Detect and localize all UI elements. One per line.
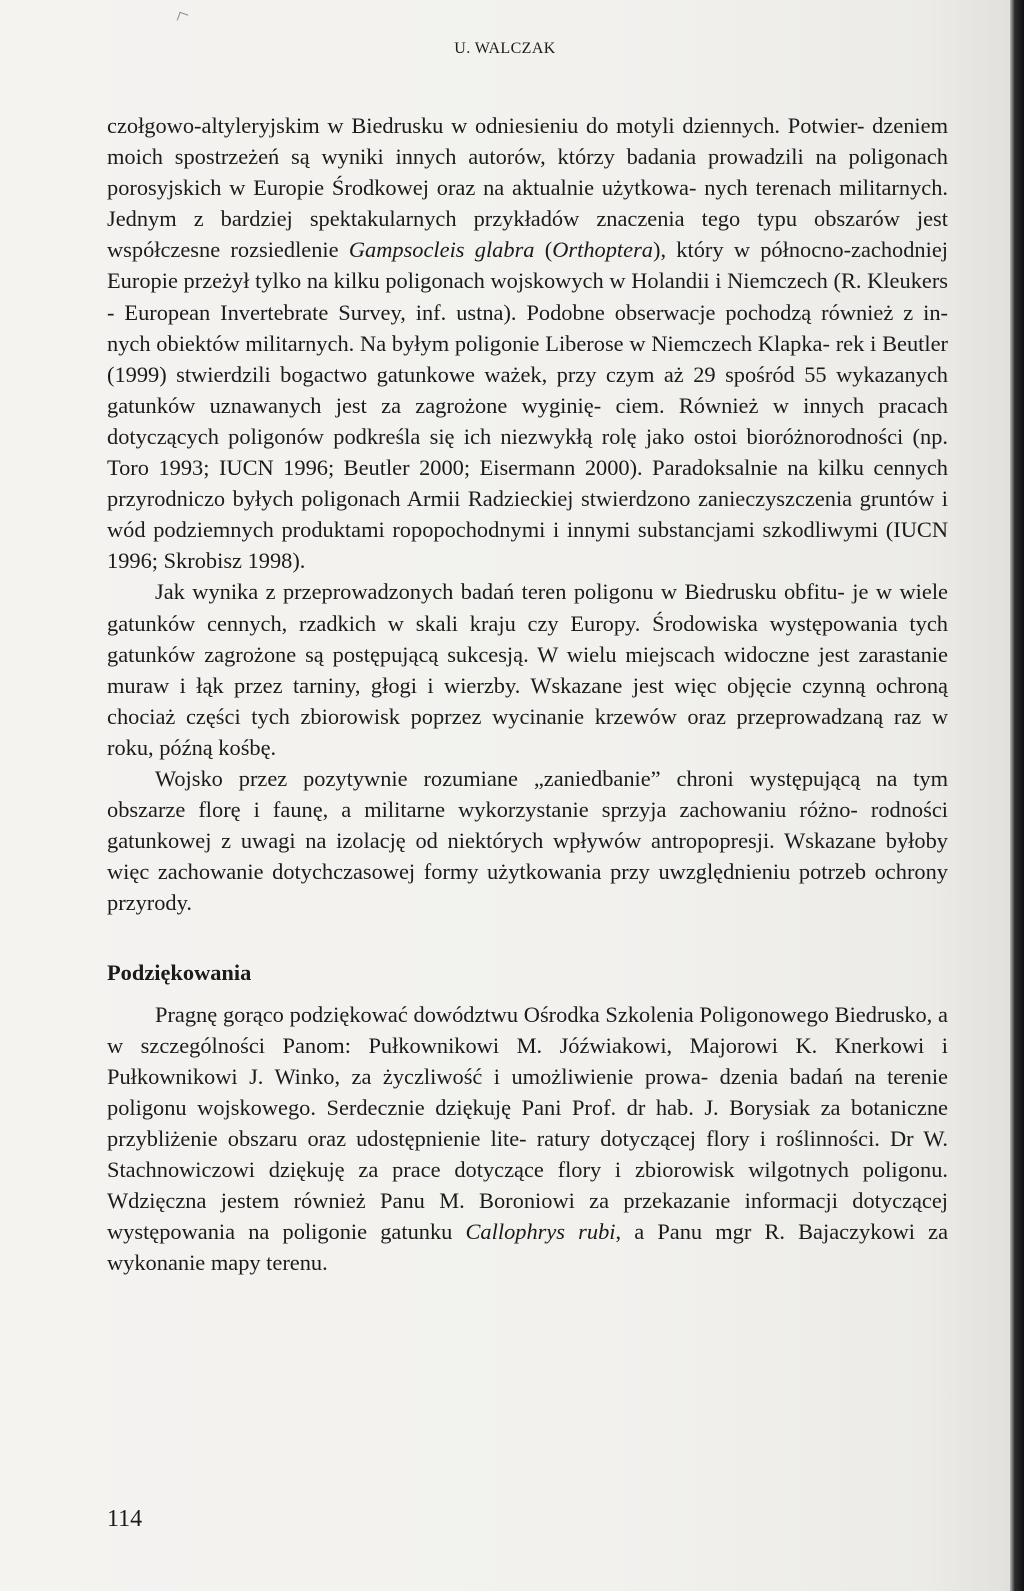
running-head: U. WALCZAK xyxy=(454,40,556,57)
book-spine-shadow xyxy=(1010,0,1024,1591)
scan-mark xyxy=(177,12,189,24)
paragraph: Jak wynika z przeprowadzonych badań teren poligonu w Biedrusku obfitu- je w wiele gatunków cennych, rzadkich w skali kraju czy Europy. Środowiska występowania tych gatunków zagrożone są postępującą sukcesją. W wielu miejscach widoczne jest zarastanie muraw i łąk przez tarniny, głogi i wierzby. Wskazane jest więc objęcie czynną ochroną chociaż części tych zbiorowisk poprzez wycinanie krzewów oraz przeprowadzaną raz w roku, późną kośbę. xyxy=(107,579,948,760)
page-number: 114 xyxy=(107,1506,143,1532)
paragraph: Wojsko przez pozytywnie rozumiane „zaniedbanie” chroni występującą na tym obszarze florę i faunę, a militarne wykorzystanie sprzyja zachowaniu różno- rodności gatunkowej z uwagi na izolację od niektórych wpływów antropopresji. Wskazane byłoby więc zachowanie dotychczasowej formy użytkowania przy uwzględnieniu potrzeb ochrony przyrody. xyxy=(107,765,948,916)
paragraph-continuation: czołgowo-altyleryjskim w Biedrusku w odniesieniu do motyli dziennych. Potwier- dzeniem moich spostrzeżeń są wyniki innych autorów, którzy badania prowadzili na poligonach porosyjskich w Europie Środkowej oraz na aktualnie użytkowa- nych terenach militarnych. Jednym z bardziej spektakularnych przykładów znaczenia tego typu obszarów jest współczesne rozsiedlenie Gampsocleis glabra (Orthoptera), który w północno-zachodniej Europie przeżył tylko na kilku poligonach wojskowych w Holandii i Niemczech (R. Kleukers - European Invertebrate Survey, inf. ustna). Podobne obserwacje pochodzą również z in- nych obiektów militarnych. Na byłym poligonie Liberose w Niemczech Klapka- rek i Beutler (1999) stwierdzili bogactwo gatunkowe ważek, przy czym aż 29 spośród 55 wykazanych gatunków uznawanych jest za zagrożone wyginię- ciem. Również w innych pracach dotyczących poligonów podkreśla się ich niezwykłą rolę jako ostoi bioróżnorodności (np. Toro 1993; IUCN 1996; Beutler 2000; Eisermann 2000). Paradoksalnie na kilku cennych przyrodniczo byłych poligonach Armii Radzieckiej stwierdzono zanieczyszczenia gruntów i wód podziemnych produktami ropopochodnymi i innymi substancjami szkodliwymi (IUCN 1996; Skrobisz 1998). xyxy=(107,113,949,574)
main-text xyxy=(107,110,948,1278)
acknowledgements-paragraph: Pragnę gorąco podziękować dowództwu Ośrodka Szkolenia Poligonowego Biedrusko, a w szczególności Panom: Pułkownikowi M. Jóźwiakowi, Majorowi K. Knerkowi i Pułkownikowi J. Winko, za życzliwość i umożliwienie prowa- dzenia badań na terenie poligonu wojskowego. Serdecznie dziękuję Pani Prof. dr hab. J. Borysiak za botaniczne przybliżenie obszaru oraz udostępnienie lite- ratury dotyczącej flory i roślinności. Dr W. Stachnowiczowi dziękuję za prace dotyczące flory i zbiorowisk wilgotnych poligonu. Wdzięczna jestem również Panu M. Boroniowi za przekazanie informacji dotyczącej występowania na poligonie gatunku Callophrys rubi, a Panu mgr R. Bajaczykowi za wykonanie mapy terenu. xyxy=(107,1001,949,1276)
section-heading-acknowledgements: Podziękowania xyxy=(107,960,252,986)
